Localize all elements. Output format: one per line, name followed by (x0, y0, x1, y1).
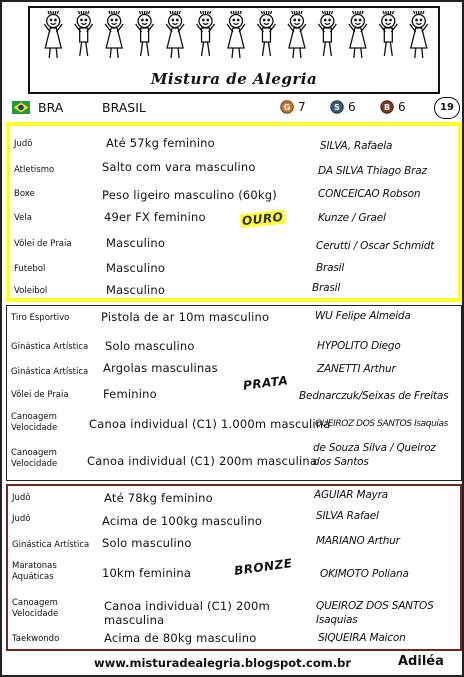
gold-row (10, 210, 458, 230)
sport-label: Voleibol (14, 286, 48, 296)
silver-row (7, 444, 461, 476)
silver-medal-letter: S (334, 103, 340, 113)
bronze-medal-icon (380, 100, 394, 114)
athlete-label: Kunze / Grael (318, 212, 386, 224)
sport-label: Vela (14, 213, 32, 223)
bronze-count: 6 (398, 100, 406, 114)
sport-label: Ginástica Artística (12, 540, 90, 550)
sport-label: Taekwondo (12, 634, 60, 644)
gold-row (10, 136, 458, 156)
sport-label: Ginástica Artística (11, 342, 89, 352)
sport-label: Judô (12, 514, 31, 524)
sport-label: Canoagem Velocidade (11, 412, 58, 433)
country-bar (6, 96, 462, 120)
kid-figure (75, 11, 93, 56)
event-label: Salto com vara masculino (102, 160, 256, 174)
athlete-label: SIQUEIRA Maicon (318, 632, 406, 644)
bronze-row (8, 488, 460, 508)
bronze-stamp: BRONZE (233, 555, 294, 579)
gold-medal-icon (280, 100, 294, 114)
event-label: Acima de 100kg masculino (102, 514, 263, 528)
athlete-label: de Souza Silva / Queiroz dos Santos (313, 442, 436, 468)
blog-url-link[interactable]: www.misturadealegria.blogspot.com.br (94, 656, 352, 670)
event-label: Até 57kg feminino (106, 136, 215, 150)
bronze-row (8, 596, 460, 626)
bronze-section (6, 484, 462, 651)
athlete-label: Brasil (312, 282, 341, 294)
athlete-label: DA SILVA Thiago Braz (318, 165, 427, 177)
kids-drawing-illustration (38, 10, 434, 72)
silver-medal-icon (330, 100, 344, 114)
kid-figure (44, 11, 62, 58)
page-number-badge: 19 (434, 97, 460, 119)
event-label: Solo masculino (102, 536, 192, 550)
kid-figure (257, 11, 275, 56)
sport-label: Vôlei de Praia (14, 239, 72, 249)
gold-medal-letter: G (283, 103, 291, 113)
athlete-label: Bednarczuk/Seixas de Freitas (299, 390, 449, 402)
athlete-label: Brasil (316, 262, 345, 274)
kid-figure (227, 11, 245, 58)
kid-figure (410, 11, 428, 58)
event-label: Canoa individual (C1) 200m masculina (87, 454, 318, 468)
athlete-label: QUEIROZ DOS SANTOS Isaquias (316, 600, 434, 626)
sport-label: Tiro Esportivo (11, 313, 70, 323)
sport-label: Atletismo (14, 165, 55, 175)
country-name: BRASIL (102, 100, 146, 115)
gold-row (10, 282, 458, 302)
event-label: Solo masculino (105, 339, 195, 353)
author-signature: Adiléa (398, 654, 444, 669)
event-label: 49er FX feminino (104, 210, 206, 224)
bronze-medal-letter: B (383, 103, 391, 113)
sport-label: Judô (12, 493, 31, 503)
header-banner (28, 6, 440, 94)
silver-row (7, 310, 461, 330)
event-label: Feminino (103, 387, 157, 401)
athlete-label: SILVA, Rafaela (320, 140, 393, 152)
sport-label: Judô (14, 139, 33, 149)
sport-label: Futebol (14, 264, 46, 274)
athlete-label: SILVA Rafael (316, 510, 379, 522)
bronze-row (8, 534, 460, 554)
athlete-label: AGUIAR Mayra (314, 489, 388, 501)
sport-label: Vôlei de Praia (11, 390, 69, 400)
athlete-label: HYPOLITO Diego (317, 340, 401, 352)
event-label: Canoa individual (C1) 200m masculina (104, 599, 270, 627)
event-label: Masculino (106, 283, 166, 297)
kid-figure (318, 11, 336, 56)
sport-label: Canoagem Velocidade (12, 598, 59, 619)
gold-row (10, 236, 458, 256)
event-label: Masculino (106, 236, 166, 250)
athlete-label: OKIMOTO Poliana (320, 568, 409, 580)
brand-title: Mistura de Alegria (150, 70, 318, 88)
event-label: Masculino (106, 261, 166, 275)
event-label: Peso ligeiro masculino (60kg) (102, 188, 277, 202)
sport-label: Canoagem Velocidade (11, 448, 58, 469)
silver-stamp: PRATA (242, 373, 289, 393)
gold-row (10, 260, 458, 280)
gold-row (10, 160, 458, 180)
gold-stamp: OURO (241, 209, 285, 229)
event-label: Argolas masculinas (103, 361, 218, 375)
kid-figure (136, 11, 154, 56)
footer (6, 653, 462, 675)
kid-figure (379, 11, 397, 56)
silver-row (7, 412, 461, 438)
gold-count: 7 (298, 100, 306, 114)
kid-figure (197, 11, 215, 56)
athlete-label: CONCEICAO Robson (318, 188, 421, 200)
country-code: BRA (38, 100, 64, 115)
kid-figure (166, 11, 184, 58)
silver-section (6, 305, 462, 481)
athlete-label: MARIANO Arthur (316, 535, 400, 547)
kid-figure (349, 11, 367, 58)
sport-label: Ginástica Artística (11, 367, 89, 377)
event-label: Pistola de ar 10m masculino (101, 310, 270, 324)
sport-label: Boxe (14, 189, 35, 199)
silver-count: 6 (348, 100, 356, 114)
event-label: Até 78kg feminino (104, 491, 213, 505)
silver-row (7, 386, 461, 406)
silver-row (7, 360, 461, 380)
brazil-flag-icon (12, 101, 30, 114)
athlete-label: ZANETTI Arthur (317, 363, 396, 375)
bronze-row (8, 510, 460, 530)
event-label: Acima de 80kg masculino (104, 631, 257, 645)
athlete-label: Cerutti / Oscar Schmidt (316, 240, 435, 252)
athlete-label: WU Felipe Almeida (315, 310, 411, 322)
kid-figure (105, 11, 123, 58)
kid-figure (288, 11, 306, 58)
event-label: 10km feminina (102, 566, 192, 580)
bronze-row (8, 630, 460, 650)
athlete-label: QUEIROZ DOS SANTOS Isaquias (315, 419, 448, 429)
sport-label: Maratonas Aquáticas (12, 561, 57, 582)
gold-row (10, 186, 458, 206)
silver-row (7, 338, 461, 358)
gold-section (6, 122, 462, 302)
event-label: Canoa individual (C1) 1.000m masculina (89, 417, 331, 431)
